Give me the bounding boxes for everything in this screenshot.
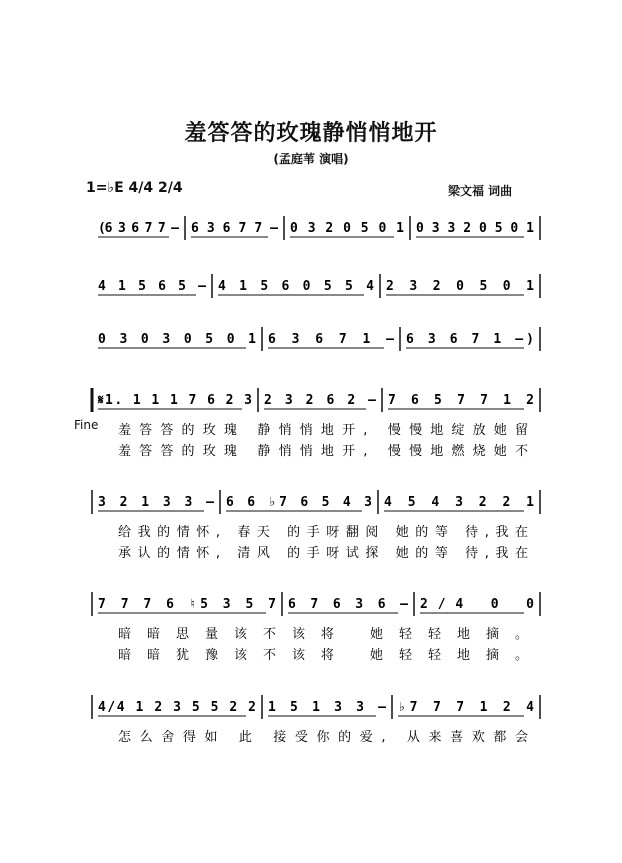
measure-notes: 6 3 6 7 1 –) xyxy=(406,332,534,347)
lyric-line: 羞答答的玫瑰 静悄悄地开, 慢慢地绽放她留 xyxy=(118,423,528,438)
measure-notes: 7 6 5 7 7 1 2 xyxy=(388,393,534,408)
lyric-line: 暗暗思量该不该将 她轻轻地摘。 xyxy=(118,627,528,642)
measure-notes: (6 3 6 7 7 – xyxy=(98,221,179,236)
measure-notes: 6 3 6 7 1 – xyxy=(268,332,394,347)
fine-marking: Fine xyxy=(74,418,99,432)
measure-notes: 4 1 5 6 5 – xyxy=(98,279,206,294)
lyric-line: 暗暗犹豫该不该将 她轻轻地摘。 xyxy=(118,648,528,663)
measure-notes: 4 5 4 3 2 2 1 xyxy=(384,495,534,510)
measure-notes: 7 7 7 6 ♮5 3 5 7 xyxy=(98,597,276,612)
key-signature: 1=♭E 4/4 2/4 xyxy=(86,180,183,196)
measure-notes: 4/4 1 2 3 5 5 2 2 xyxy=(98,700,256,715)
measure-notes: 2 3 2 0 5 0 1 xyxy=(386,279,534,294)
measure-notes: 2 3 2 6 2 – xyxy=(264,393,376,408)
composer-credit: 梁文福 词曲 xyxy=(448,184,513,198)
song-title: 羞答答的玫瑰静悄悄地开 xyxy=(184,121,438,146)
measure-notes: 0 3 3 2 0 5 0 1 xyxy=(416,221,534,236)
song-subtitle: (孟庭苇 演唱) xyxy=(273,152,349,166)
measure-notes: 𝄋1. 1 1 1 7 6 2 3 xyxy=(98,393,252,408)
measure-notes: 6 3 6 7 7 – xyxy=(191,221,278,236)
measure-notes: 2/4 0 0 xyxy=(420,597,534,612)
measure-notes: 1 5 1 3 3 – xyxy=(268,700,386,715)
lyric-line: 给我的情怀, 春天 的手呀翻阅 她的等 待,我在 xyxy=(118,525,528,540)
measure-notes: 0 3 0 3 0 5 0 1 xyxy=(98,332,256,347)
measure-notes: ♭7 7 7 1 2 4 xyxy=(398,700,534,715)
lyric-line: 承认的情怀, 清风 的手呀试探 她的等 待,我在 xyxy=(118,546,528,561)
measure-notes: 0 3 2 0 5 0 1 xyxy=(290,221,404,236)
measure-notes: 6 6 ♭7 6 5 4 3 xyxy=(226,495,372,510)
lyric-line: 怎么舍得如 此 接受你的爱, 从来喜欢都会 xyxy=(118,730,528,745)
measure-notes: 3 2 1 3 3 – xyxy=(98,495,214,510)
measure-notes: 6 7 6 3 6 – xyxy=(288,597,408,612)
lyric-line: 羞答答的玫瑰 静悄悄地开, 慢慢地燃烧她不 xyxy=(118,444,528,459)
measure-notes: 4 1 5 6 0 5 5 4 xyxy=(218,279,374,294)
